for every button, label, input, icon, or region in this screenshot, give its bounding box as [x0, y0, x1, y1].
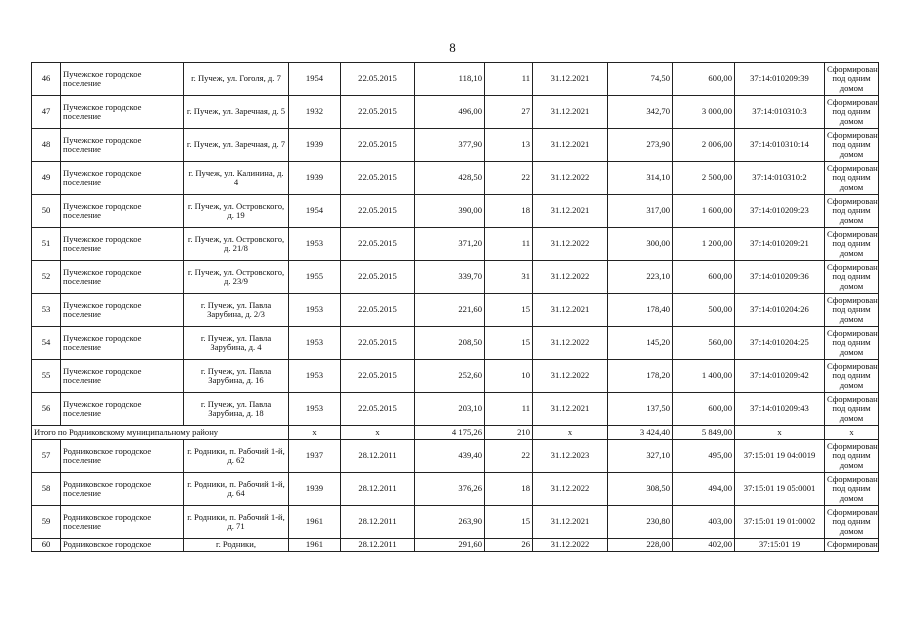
settlement-name: Пучежское городское поселение: [61, 261, 184, 294]
table-row: [32, 294, 879, 327]
subtotal-build-year: x: [289, 426, 341, 440]
total-area: 291,60: [415, 539, 485, 552]
address: г. Родники, п. Рабочий 1-й, д. 64: [184, 473, 289, 506]
cadastral-number: 37:14:010209:21: [735, 228, 825, 261]
total-area: 203,10: [415, 393, 485, 426]
build-year: 1954: [289, 63, 341, 96]
subtotal-label: Итого по Родниковскому муниципальному району: [32, 426, 289, 440]
table-row: [32, 228, 879, 261]
cadastral-number: 37:14:010204:26: [735, 294, 825, 327]
row-number: 51: [32, 228, 61, 261]
land-status: Сформирован под одним домом: [825, 129, 879, 162]
total-area: 252,60: [415, 360, 485, 393]
address: г. Пучеж, ул. Павла Зарубина, д. 2/3: [184, 294, 289, 327]
cadastral-number: 37:14:010310:14: [735, 129, 825, 162]
residential-area: 228,00: [608, 539, 673, 552]
land-area: 500,00: [673, 294, 735, 327]
table-row: [32, 63, 879, 96]
recognition-date: 22.05.2015: [341, 228, 415, 261]
total-area: 428,50: [415, 162, 485, 195]
recognition-date: 28.12.2011: [341, 539, 415, 552]
resettlement-deadline: 31.12.2022: [533, 162, 608, 195]
settlement-name: Пучежское городское поселение: [61, 129, 184, 162]
build-year: 1939: [289, 129, 341, 162]
table-row: [32, 162, 879, 195]
land-area: 1 600,00: [673, 195, 735, 228]
residential-area: 74,50: [608, 63, 673, 96]
resettlement-deadline: 31.12.2021: [533, 129, 608, 162]
total-area: 371,20: [415, 228, 485, 261]
row-number: 46: [32, 63, 61, 96]
table-row: [32, 96, 879, 129]
settlement-name: Пучежское городское поселение: [61, 327, 184, 360]
row-number: 50: [32, 195, 61, 228]
land-status: Сформирован: [825, 539, 879, 552]
page-number: 8: [449, 40, 456, 55]
total-area: 377,90: [415, 129, 485, 162]
build-year: 1955: [289, 261, 341, 294]
row-number: 47: [32, 96, 61, 129]
residents-count: 31: [485, 261, 533, 294]
subtotal-resettlement-deadline: x: [533, 426, 608, 440]
recognition-date: 22.05.2015: [341, 294, 415, 327]
land-status: Сформирован под одним домом: [825, 228, 879, 261]
cadastral-number: 37:15:01 19: [735, 539, 825, 552]
land-status: Сформирован под одним домом: [825, 327, 879, 360]
build-year: 1961: [289, 506, 341, 539]
land-area: 560,00: [673, 327, 735, 360]
build-year: 1939: [289, 162, 341, 195]
resettlement-deadline: 31.12.2021: [533, 506, 608, 539]
land-status: Сформирован под одним домом: [825, 261, 879, 294]
subtotal-residential-area: 3 424,40: [608, 426, 673, 440]
land-area: 495,00: [673, 440, 735, 473]
land-status: Сформирован под одним домом: [825, 162, 879, 195]
cadastral-number: 37:14:010209:42: [735, 360, 825, 393]
resettlement-deadline: 31.12.2023: [533, 440, 608, 473]
subtotal-cadastral-number: x: [735, 426, 825, 440]
residential-area: 342,70: [608, 96, 673, 129]
total-area: 118,10: [415, 63, 485, 96]
settlement-name: Родниковское городское поселение: [61, 440, 184, 473]
row-number: 58: [32, 473, 61, 506]
land-status: Сформирован под одним домом: [825, 195, 879, 228]
land-status: Сформирован под одним домом: [825, 506, 879, 539]
resettlement-deadline: 31.12.2021: [533, 294, 608, 327]
recognition-date: 22.05.2015: [341, 327, 415, 360]
recognition-date: 28.12.2011: [341, 506, 415, 539]
row-number: 53: [32, 294, 61, 327]
residents-count: 11: [485, 63, 533, 96]
residents-count: 10: [485, 360, 533, 393]
residents-count: 11: [485, 228, 533, 261]
residential-area: 178,20: [608, 360, 673, 393]
table-row: [32, 327, 879, 360]
recognition-date: 22.05.2015: [341, 63, 415, 96]
recognition-date: 22.05.2015: [341, 393, 415, 426]
total-area: 339,70: [415, 261, 485, 294]
address: г. Пучеж, ул. Калинина, д. 4: [184, 162, 289, 195]
address: г. Пучеж, ул. Заречная, д. 5: [184, 96, 289, 129]
total-area: 221,60: [415, 294, 485, 327]
address: г. Пучеж, ул. Островского, д. 19: [184, 195, 289, 228]
address: г. Пучеж, ул. Гоголя, д. 7: [184, 63, 289, 96]
total-area: 439,40: [415, 440, 485, 473]
cadastral-number: 37:14:010310:3: [735, 96, 825, 129]
row-number: 48: [32, 129, 61, 162]
land-area: 600,00: [673, 63, 735, 96]
subtotal-total-area: 4 175,26: [415, 426, 485, 440]
subtotal-row: [32, 426, 879, 440]
land-status: Сформирован под одним домом: [825, 440, 879, 473]
table-row: [32, 129, 879, 162]
settlement-name: Пучежское городское поселение: [61, 195, 184, 228]
total-area: 390,00: [415, 195, 485, 228]
residential-area: 300,00: [608, 228, 673, 261]
row-number: 52: [32, 261, 61, 294]
recognition-date: 22.05.2015: [341, 261, 415, 294]
cadastral-number: 37:14:010209:43: [735, 393, 825, 426]
residents-count: 18: [485, 473, 533, 506]
total-area: 208,50: [415, 327, 485, 360]
address: г. Пучеж, ул. Островского, д. 21/8: [184, 228, 289, 261]
cadastral-number: 37:15:01 19 05:0001: [735, 473, 825, 506]
address: г. Пучеж, ул. Заречная, д. 7: [184, 129, 289, 162]
address: г. Пучеж, ул. Павла Зарубина, д. 4: [184, 327, 289, 360]
land-area: 2 006,00: [673, 129, 735, 162]
row-number: 60: [32, 539, 61, 552]
cadastral-number: 37:15:01 19 04:0019: [735, 440, 825, 473]
total-area: 263,90: [415, 506, 485, 539]
settlement-name: Пучежское городское поселение: [61, 63, 184, 96]
land-area: 402,00: [673, 539, 735, 552]
subtotal-land-status: x: [825, 426, 879, 440]
residential-area: 317,00: [608, 195, 673, 228]
cadastral-number: 37:14:010209:39: [735, 63, 825, 96]
resettlement-deadline: 31.12.2021: [533, 63, 608, 96]
cadastral-number: 37:14:010209:36: [735, 261, 825, 294]
land-area: 1 200,00: [673, 228, 735, 261]
build-year: 1953: [289, 393, 341, 426]
build-year: 1953: [289, 327, 341, 360]
row-number: 54: [32, 327, 61, 360]
build-year: 1937: [289, 440, 341, 473]
residential-area: 178,40: [608, 294, 673, 327]
residential-area: 223,10: [608, 261, 673, 294]
subtotal-residents-count: 210: [485, 426, 533, 440]
table-row: [32, 393, 879, 426]
recognition-date: 22.05.2015: [341, 195, 415, 228]
land-status: Сформирован под одним домом: [825, 393, 879, 426]
address: г. Родники, п. Рабочий 1-й, д. 71: [184, 506, 289, 539]
address: г. Родники, п. Рабочий 1-й, д. 62: [184, 440, 289, 473]
recognition-date: 22.05.2015: [341, 162, 415, 195]
residential-area: 314,10: [608, 162, 673, 195]
address: г. Пучеж, ул. Павла Зарубина, д. 16: [184, 360, 289, 393]
residents-count: 22: [485, 162, 533, 195]
row-number: 56: [32, 393, 61, 426]
table-row: [32, 473, 879, 506]
resettlement-deadline: 31.12.2022: [533, 473, 608, 506]
land-area: 1 400,00: [673, 360, 735, 393]
cadastral-number: 37:14:010204:25: [735, 327, 825, 360]
row-number: 55: [32, 360, 61, 393]
land-area: 403,00: [673, 506, 735, 539]
resettlement-deadline: 31.12.2022: [533, 261, 608, 294]
land-area: 600,00: [673, 261, 735, 294]
residents-count: 13: [485, 129, 533, 162]
settlement-name: Пучежское городское поселение: [61, 360, 184, 393]
settlement-name: Пучежское городское поселение: [61, 228, 184, 261]
cadastral-number: 37:14:010209:23: [735, 195, 825, 228]
address: г. Пучеж, ул. Павла Зарубина, д. 18: [184, 393, 289, 426]
resettlement-deadline: 31.12.2022: [533, 360, 608, 393]
build-year: 1932: [289, 96, 341, 129]
subtotal-land-area: 5 849,00: [673, 426, 735, 440]
settlement-name: Пучежское городское поселение: [61, 162, 184, 195]
resettlement-deadline: 31.12.2022: [533, 327, 608, 360]
build-year: 1953: [289, 360, 341, 393]
residential-area: 137,50: [608, 393, 673, 426]
address: г. Родники,: [184, 539, 289, 552]
resettlement-deadline: 31.12.2021: [533, 96, 608, 129]
residents-count: 11: [485, 393, 533, 426]
total-area: 376,26: [415, 473, 485, 506]
residents-count: 22: [485, 440, 533, 473]
land-area: 3 000,00: [673, 96, 735, 129]
residential-area: 230,80: [608, 506, 673, 539]
settlement-name: Родниковское городское поселение: [61, 473, 184, 506]
settlement-name: Пучежское городское поселение: [61, 294, 184, 327]
land-status: Сформирован под одним домом: [825, 360, 879, 393]
residents-count: 15: [485, 327, 533, 360]
settlement-name: Родниковское городское поселение: [61, 506, 184, 539]
total-area: 496,00: [415, 96, 485, 129]
build-year: 1953: [289, 294, 341, 327]
table-row: [32, 195, 879, 228]
resettlement-deadline: 31.12.2021: [533, 393, 608, 426]
recognition-date: 22.05.2015: [341, 129, 415, 162]
housing-register-table: [31, 62, 879, 552]
residents-count: 15: [485, 506, 533, 539]
land-area: 600,00: [673, 393, 735, 426]
settlement-name: Пучежское городское поселение: [61, 96, 184, 129]
table-row: [32, 360, 879, 393]
resettlement-deadline: 31.12.2022: [533, 539, 608, 552]
table-row: [32, 261, 879, 294]
build-year: 1939: [289, 473, 341, 506]
resettlement-deadline: 31.12.2022: [533, 228, 608, 261]
land-status: Сформирован под одним домом: [825, 473, 879, 506]
residents-count: 26: [485, 539, 533, 552]
land-status: Сформирован под одним домом: [825, 294, 879, 327]
row-number: 59: [32, 506, 61, 539]
table-row: [32, 506, 879, 539]
recognition-date: 28.12.2011: [341, 473, 415, 506]
table-row: [32, 440, 879, 473]
row-number: 49: [32, 162, 61, 195]
build-year: 1961: [289, 539, 341, 552]
subtotal-recognition-date: x: [341, 426, 415, 440]
land-status: Сформирован под одним домом: [825, 96, 879, 129]
settlement-name: Пучежское городское поселение: [61, 393, 184, 426]
residential-area: 273,90: [608, 129, 673, 162]
settlement-name: Родниковское городское: [61, 539, 184, 552]
land-status: Сформирован под одним домом: [825, 63, 879, 96]
resettlement-deadline: 31.12.2021: [533, 195, 608, 228]
cadastral-number: 37:15:01 19 01:0002: [735, 506, 825, 539]
residential-area: 327,10: [608, 440, 673, 473]
residential-area: 145,20: [608, 327, 673, 360]
residents-count: 15: [485, 294, 533, 327]
residential-area: 308,50: [608, 473, 673, 506]
cadastral-number: 37:14:010310:2: [735, 162, 825, 195]
residents-count: 18: [485, 195, 533, 228]
land-area: 2 500,00: [673, 162, 735, 195]
recognition-date: 22.05.2015: [341, 360, 415, 393]
land-area: 494,00: [673, 473, 735, 506]
row-number: 57: [32, 440, 61, 473]
build-year: 1953: [289, 228, 341, 261]
recognition-date: 22.05.2015: [341, 96, 415, 129]
residents-count: 27: [485, 96, 533, 129]
build-year: 1954: [289, 195, 341, 228]
address: г. Пучеж, ул. Островского, д. 23/9: [184, 261, 289, 294]
recognition-date: 28.12.2011: [341, 440, 415, 473]
table-row: [32, 539, 879, 552]
